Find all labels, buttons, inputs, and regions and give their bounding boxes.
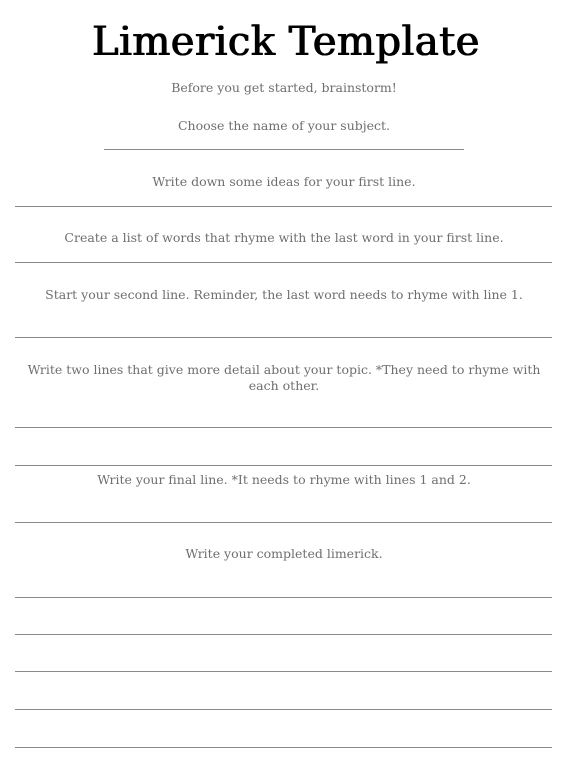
- second-line-prompt: Start your second line. Reminder, the last word needs to rhyme with line 1.: [45, 287, 523, 302]
- rhymes-prompt: Create a list of words that rhyme with the last word in your first line.: [64, 230, 504, 245]
- completed-limerick-line-4[interactable]: [15, 709, 552, 710]
- subject-prompt: Choose the name of your subject.: [177, 118, 391, 133]
- completed-limerick-line-2[interactable]: [15, 634, 552, 635]
- rhymes-answer-line[interactable]: [15, 262, 552, 263]
- detail-line-1-answer-line[interactable]: [15, 427, 552, 428]
- page-title: Limerick Template: [92, 19, 480, 65]
- completed-limerick-prompt: Write your completed limerick.: [185, 546, 383, 561]
- final-line-prompt: Write your final line. *It needs to rhyme with lines 1 and 2.: [97, 472, 471, 487]
- first-line-ideas-prompt: Write down some ideas for your first line.: [152, 174, 416, 189]
- completed-limerick-line-5[interactable]: [15, 747, 552, 748]
- second-line-answer-line[interactable]: [15, 337, 552, 338]
- final-line-answer-line[interactable]: [15, 522, 552, 523]
- subject-answer-line[interactable]: [104, 149, 464, 150]
- completed-limerick-line-1[interactable]: [15, 597, 552, 598]
- intro-text: Before you get started, brainstorm!: [171, 80, 397, 95]
- completed-limerick-line-3[interactable]: [15, 671, 552, 672]
- detail-line-2-answer-line[interactable]: [15, 465, 552, 466]
- detail-lines-prompt: Write two lines that give more detail about your topic. *They need to rhyme with each other.: [27, 362, 541, 393]
- first-line-ideas-answer-line[interactable]: [15, 206, 552, 207]
